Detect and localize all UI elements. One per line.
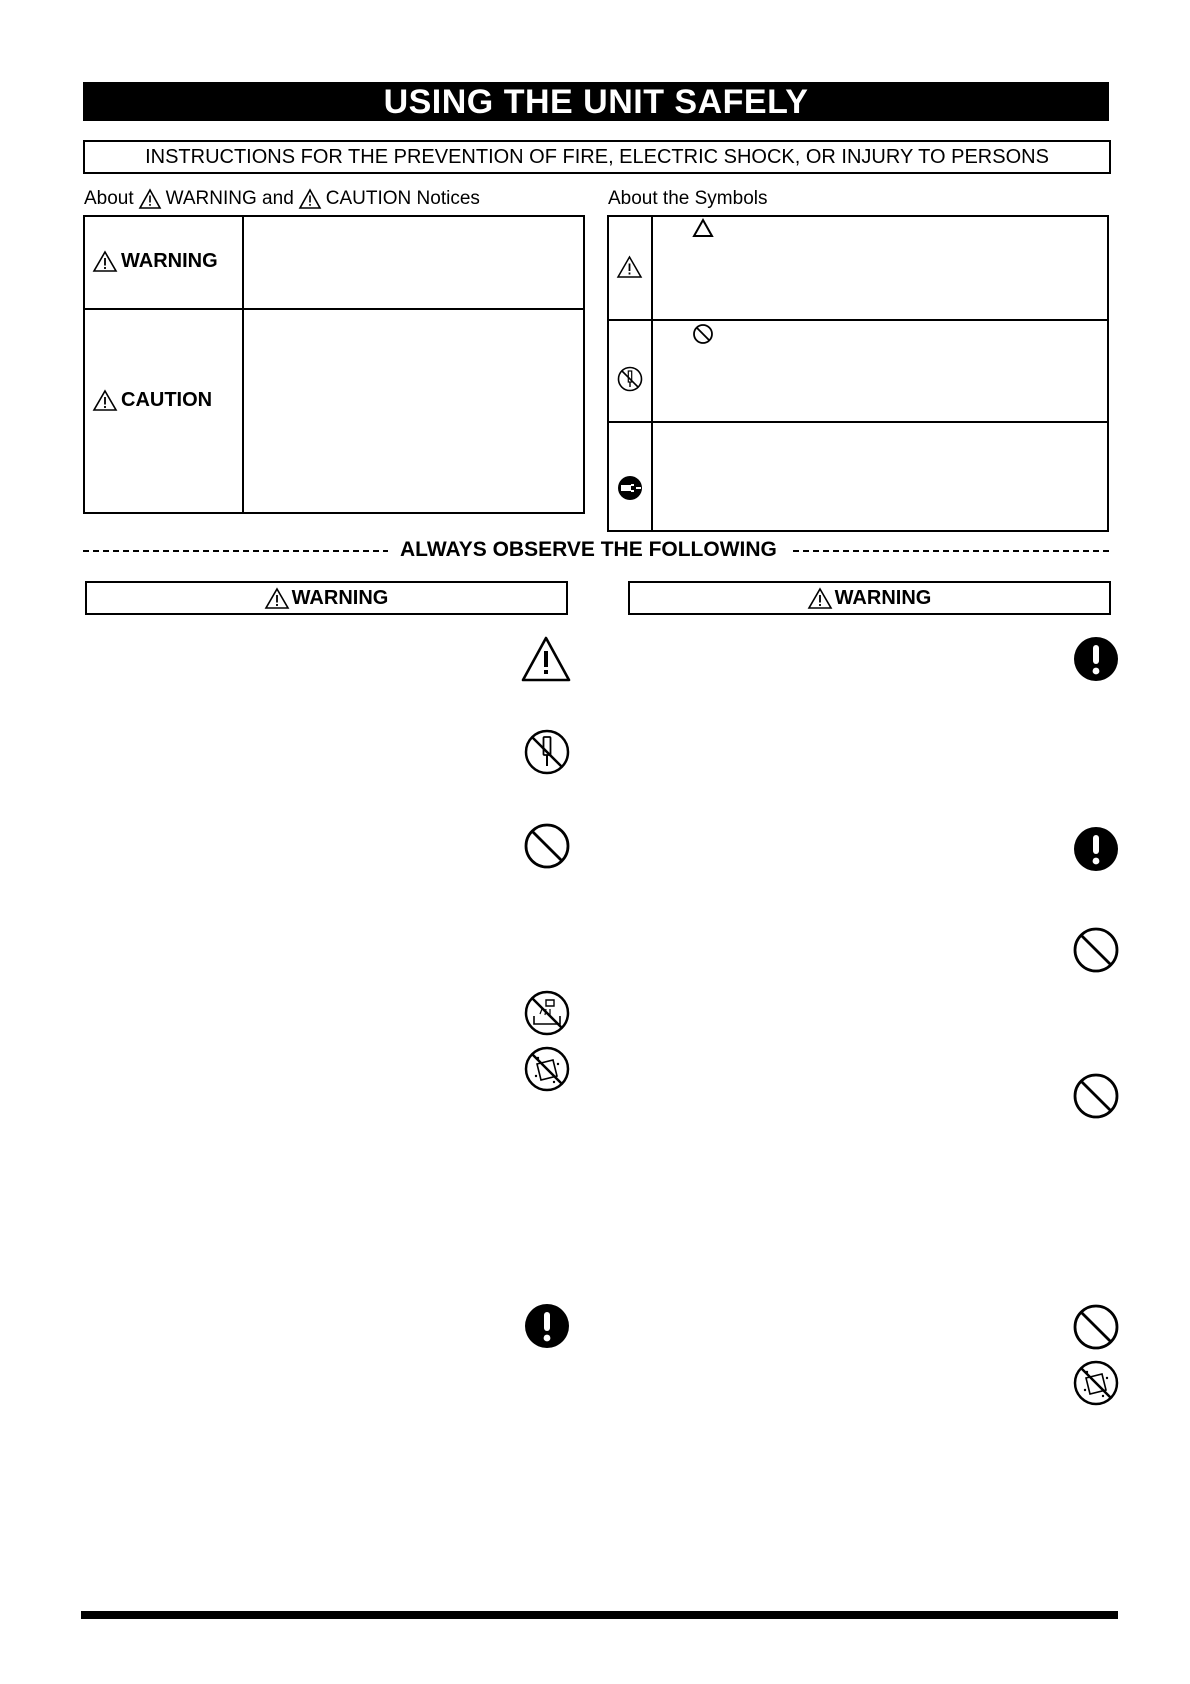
triangle-warning-icon bbox=[617, 256, 642, 278]
prohibited-icon bbox=[1073, 1073, 1119, 1119]
prohibited-outline-icon bbox=[692, 323, 714, 345]
triangle-outline-icon bbox=[692, 218, 714, 238]
left-warning-header bbox=[85, 581, 568, 615]
notices-heading bbox=[84, 188, 480, 210]
no-disassemble-icon bbox=[524, 729, 570, 775]
mandatory-icon bbox=[1073, 826, 1119, 872]
warning-triangle-icon bbox=[139, 189, 161, 209]
warning-notice-text: WARNING bbox=[121, 250, 218, 272]
warning-triangle-icon bbox=[521, 636, 571, 682]
caution-triangle-icon bbox=[93, 390, 117, 411]
no-vibration-icon bbox=[524, 1046, 570, 1092]
notices-heading-warning: WARNING and bbox=[165, 188, 294, 209]
prohibited-icon bbox=[1073, 1304, 1119, 1350]
caution-notice-text: CAUTION bbox=[121, 389, 213, 411]
right-warning-header bbox=[628, 581, 1111, 615]
section-title: ALWAYS OBSERVE THE FOLLOWING bbox=[388, 538, 789, 562]
no-vibration-icon bbox=[1073, 1360, 1119, 1406]
symbols-table-divider bbox=[651, 215, 653, 532]
warning-triangle-icon bbox=[265, 588, 289, 609]
mandatory-icon bbox=[524, 1303, 570, 1349]
caution-notice-label bbox=[93, 389, 212, 412]
notices-heading-prefix: About bbox=[84, 188, 134, 209]
warning-triangle-icon bbox=[93, 251, 117, 272]
notices-table-row-divider bbox=[83, 308, 585, 310]
warning-notice-label bbox=[93, 250, 218, 273]
left-warning-header-text: WARNING bbox=[291, 586, 389, 609]
warning-triangle-icon bbox=[808, 588, 832, 609]
mandatory-icon bbox=[1073, 636, 1119, 682]
unplug-icon bbox=[617, 475, 643, 501]
notices-table-divider bbox=[242, 215, 244, 514]
no-disassemble-icon bbox=[617, 366, 643, 392]
right-warning-header-text: WARNING bbox=[834, 586, 932, 609]
symbols-table-row-divider-1 bbox=[607, 319, 1109, 321]
instructions-subtitle: INSTRUCTIONS FOR THE PREVENTION OF FIRE, ELECTRIC SHOCK, OR INJURY TO PERSONS bbox=[83, 140, 1111, 174]
symbols-table bbox=[607, 215, 1109, 532]
prohibited-icon bbox=[1073, 927, 1119, 973]
symbols-heading: About the Symbols bbox=[608, 188, 768, 209]
page-title: USING THE UNIT SAFELY bbox=[83, 82, 1109, 121]
symbols-table-row-divider-2 bbox=[607, 421, 1109, 423]
caution-triangle-icon bbox=[299, 189, 321, 209]
page-footer-rule bbox=[81, 1611, 1118, 1619]
notices-heading-caution: CAUTION Notices bbox=[325, 188, 480, 209]
no-water-icon bbox=[524, 990, 570, 1036]
prohibited-icon bbox=[524, 823, 570, 869]
